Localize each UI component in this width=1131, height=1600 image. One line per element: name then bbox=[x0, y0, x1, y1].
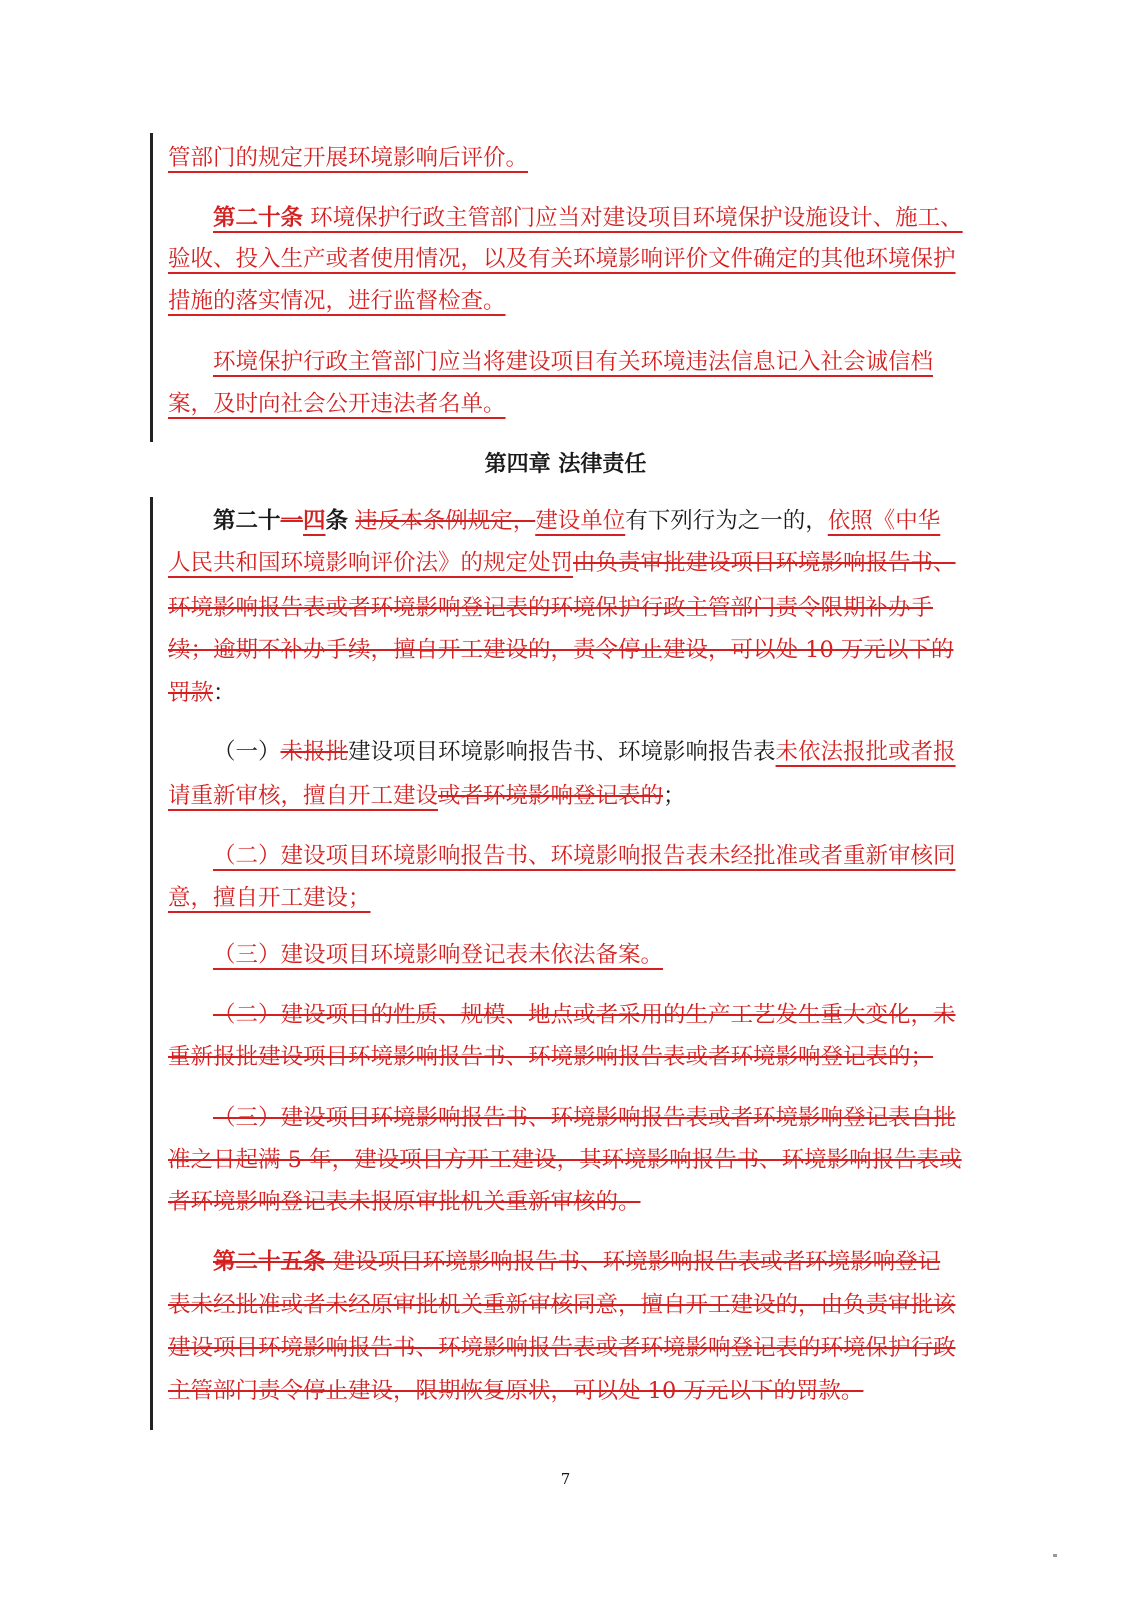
article-20-line bbox=[213, 204, 963, 232]
deleted-text: 未报批 bbox=[280, 739, 349, 765]
article-25-heading: 第二十五条 bbox=[213, 1249, 326, 1275]
inserted-text: 四 bbox=[303, 508, 326, 534]
deleted-line: （二）建设项目的性质、规模、地点或者采用的生产工艺发生重大变化，未 bbox=[213, 1002, 956, 1028]
inserted-text: 未依法报批或者报 bbox=[775, 739, 956, 765]
deleted-line: 重新报批建设项目环境影响报告书、环境影响报告表或者环境影响登记表的； bbox=[168, 1044, 934, 1070]
article-24-line bbox=[213, 507, 940, 535]
item-1-line bbox=[213, 738, 956, 766]
deleted-text: 违反本条例规定， bbox=[355, 508, 536, 534]
text-line: 案，及时向社会公开违法者名单。 bbox=[168, 391, 506, 417]
deleted-line: 续；逾期不补办手续，擅自开工建设的，责令停止建设，可以处 10 万元以下的 bbox=[168, 637, 954, 663]
article-25-line bbox=[213, 1248, 940, 1276]
text-line bbox=[168, 679, 236, 707]
text-span: 环境保护行政主管部门应当对建设项目环境保护设施设计、施工、 bbox=[310, 205, 963, 231]
deleted-line: 主管部门责令停止建设，限期恢复原状，可以处 10 万元以下的罚款。 bbox=[168, 1378, 864, 1404]
deleted-line: 建设项目环境影响报告书、环境影响报告表或者环境影响登记表的环境保护行政 bbox=[168, 1335, 956, 1361]
text-span: （一） bbox=[213, 739, 281, 765]
text-line: 环境保护行政主管部门应当将建设项目有关环境违法信息记入社会诚信档 bbox=[213, 349, 934, 375]
inserted-text: 依照《中华 bbox=[827, 508, 941, 534]
deleted-line: 环境影响报告表或者环境影响登记表的环境保护行政主管部门责令限期补办手 bbox=[168, 595, 934, 621]
inserted-text: 人民共和国环境影响评价法》的规定处罚 bbox=[168, 550, 574, 576]
text-span: ： bbox=[213, 680, 236, 706]
deleted-line: （三）建设项目环境影响报告书、环境影响报告表或者环境影响登记表自批 bbox=[213, 1105, 956, 1131]
deleted-line: 表未经批准或者未经原审批机关重新审核同意，擅自开工建设的，由负责审批该 bbox=[168, 1292, 956, 1318]
deleted-text: 建设项目环境影响报告书、环境影响报告表或者环境影响登记 bbox=[332, 1249, 941, 1275]
revision-bar bbox=[150, 497, 153, 1430]
chapter-heading: 第四章 法律责任 bbox=[484, 451, 647, 477]
text-span: 建设项目环境影响报告书、环境影响报告表 bbox=[348, 739, 776, 765]
deleted-text: 由负责审批建设项目环境影响报告书、 bbox=[573, 550, 956, 576]
deleted-text: 一 bbox=[280, 508, 304, 534]
article-20-heading: 第二十条 bbox=[213, 205, 304, 231]
text-span: ； bbox=[663, 783, 686, 809]
item-2-line: （二）建设项目环境影响报告书、环境影响报告表未经批准或者重新审核同 bbox=[213, 843, 956, 869]
inserted-text: 请重新审核，擅自开工建设 bbox=[168, 783, 439, 809]
corner-mark bbox=[1053, 1554, 1057, 1557]
deleted-text: 或者环境影响登记表的 bbox=[438, 783, 664, 809]
deleted-line: 准之日起满 5 年，建设项目方开工建设，其环境影响报告书、环境影响报告表或 bbox=[168, 1147, 962, 1173]
item-3-line: （三）建设项目环境影响登记表未依法备案。 bbox=[213, 942, 664, 968]
article-24-heading: 第二十 bbox=[213, 508, 281, 534]
text-line bbox=[168, 782, 686, 810]
inserted-text: 建设单位 bbox=[535, 508, 626, 534]
text-line bbox=[168, 549, 956, 577]
revision-bar bbox=[150, 133, 153, 442]
deleted-line: 者环境影响登记表未报原审批机关重新审核的。 bbox=[168, 1189, 641, 1215]
text-span: 条 bbox=[325, 508, 349, 534]
text-line: 管部门的规定开展环境影响后评价。 bbox=[168, 145, 529, 171]
text-line: 措施的落实情况，进行监督检查。 bbox=[168, 288, 506, 314]
text-span: 有下列行为之一的， bbox=[625, 508, 828, 534]
deleted-text: 罚款 bbox=[168, 680, 214, 706]
text-line: 验收、投入生产或者使用情况，以及有关环境影响评价文件确定的其他环境保护 bbox=[168, 246, 956, 272]
page-number: 7 bbox=[560, 1470, 571, 1488]
text-line: 意，擅自开工建设； bbox=[168, 885, 371, 911]
